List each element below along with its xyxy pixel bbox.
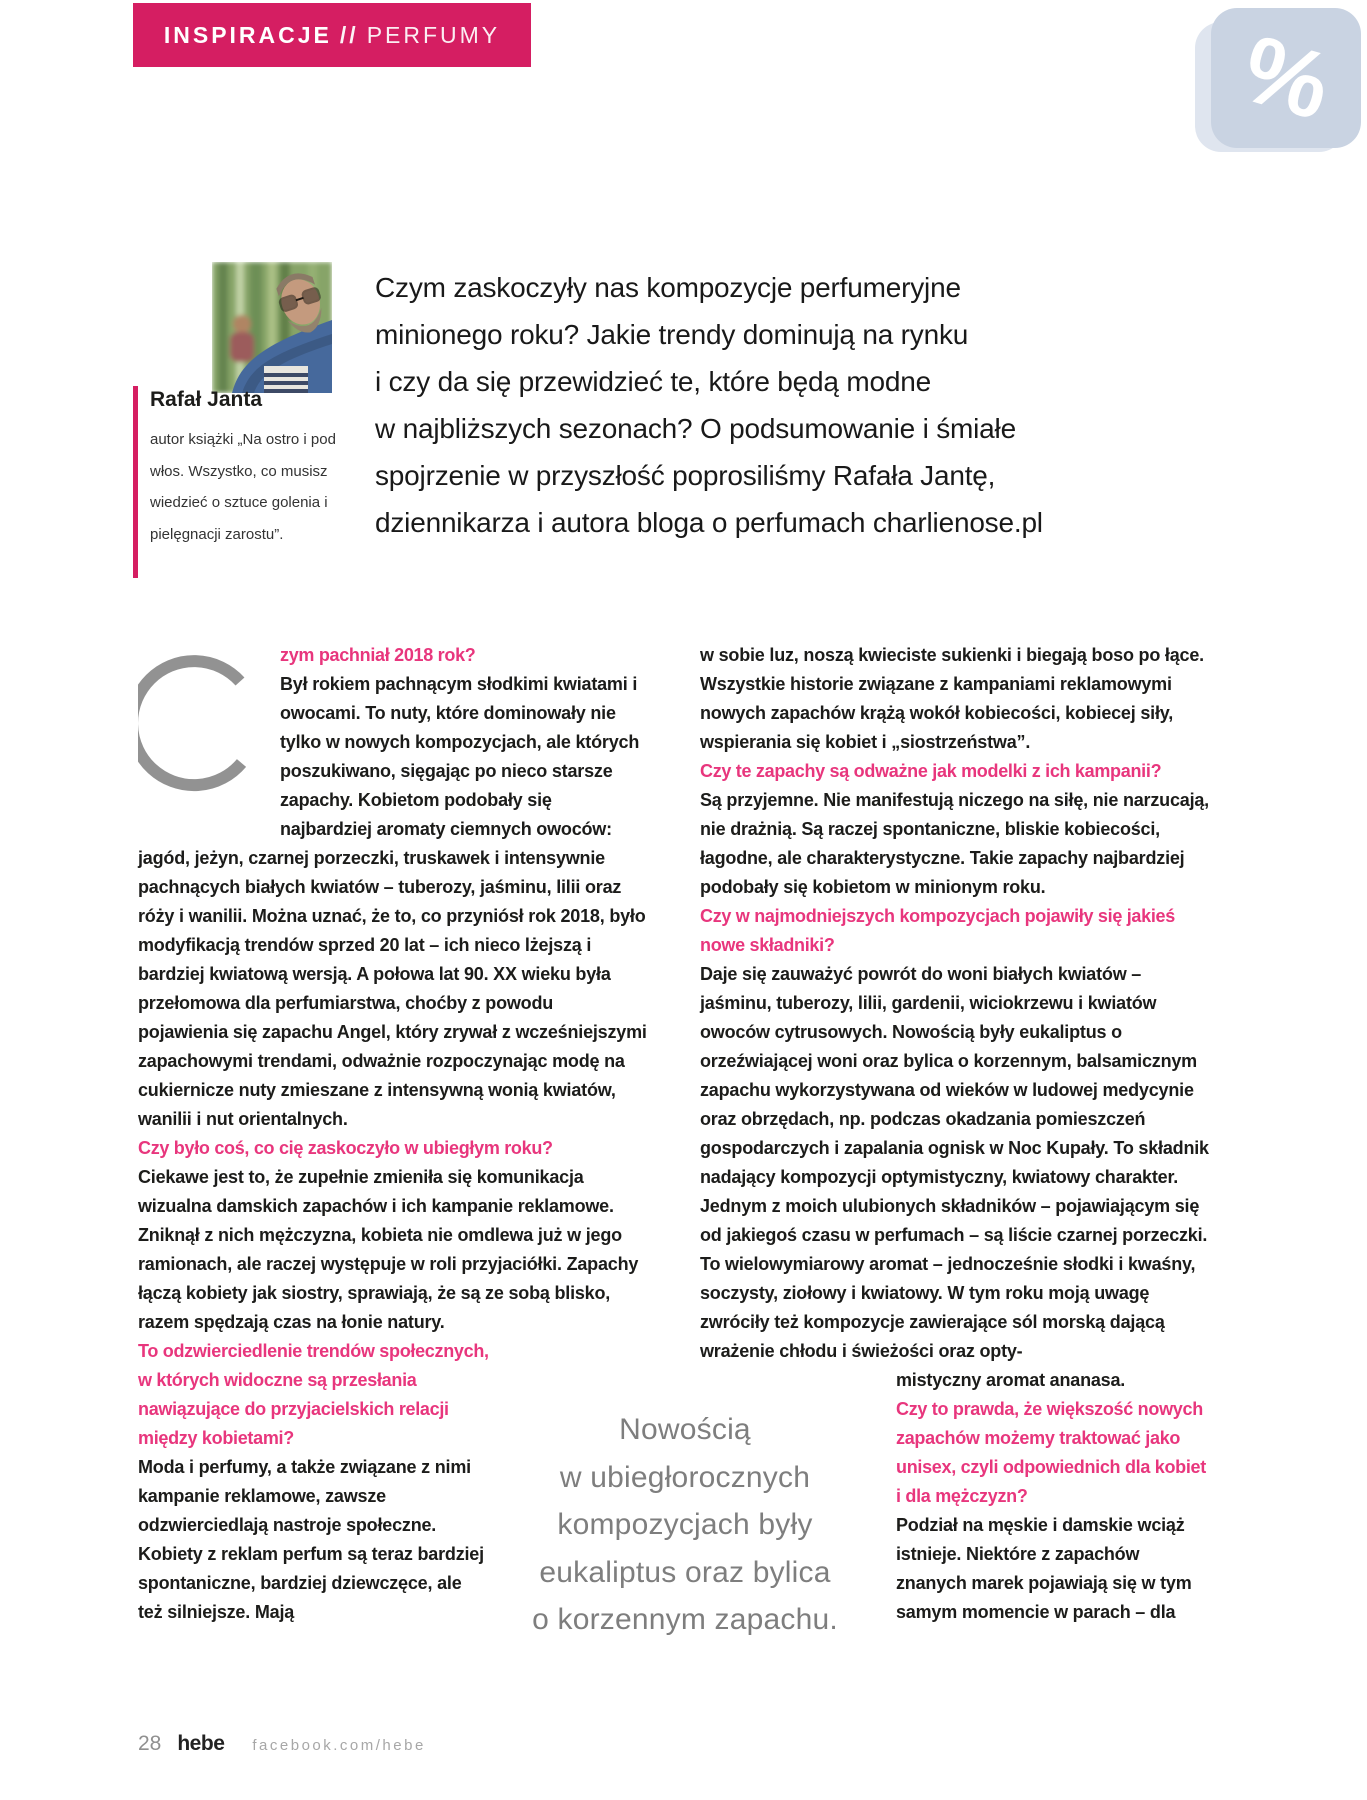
intro-line: Czym zaskoczyły nas kompozycje perfumeryjne xyxy=(375,272,961,303)
answer-paragraph: Moda i perfumy, a także związane z nimi kampanie reklamowe, zawsze odzwierciedlają nastroje społeczne. Kobiety z reklam perfum są teraz bardziej spontaniczne, bardziej dziewczęce, ale też silniejsze. Mają xyxy=(138,1457,484,1622)
intro-line: dziennikarza i autora bloga o perfumach charlienose.pl xyxy=(375,507,1043,538)
banner-separator: // xyxy=(339,21,359,48)
page-footer xyxy=(138,1732,426,1756)
pull-quote-line: eukaliptus oraz bylica xyxy=(539,1555,831,1589)
question-heading: Czy w najmodniejszych kompozycjach pojawiły się jakieś nowe składniki? xyxy=(700,906,1175,955)
question-heading: Czy te zapachy są odważne jak modelki z ich kampanii? xyxy=(700,761,1162,781)
author-bio: autor książki „Na ostro i pod włos. Wszystko, co musisz wiedzieć o sztuce golenia i pielęgnacji zarostu”. xyxy=(150,431,336,543)
intro-line: i czy da się przewidzieć te, które będą modne xyxy=(375,366,931,397)
author-name: Rafał Janta xyxy=(150,388,263,411)
author-accent-rule xyxy=(133,386,138,578)
section-banner xyxy=(133,3,531,67)
author-photo xyxy=(212,262,332,393)
question-heading: To odzwierciedlenie trendów społecznych, w których widoczne są przesłania nawiązujące do przyjacielskich relacji między kobietami? xyxy=(138,1341,489,1448)
percent-tag-front-layer xyxy=(1211,8,1361,148)
answer-paragraph: Daje się zauważyć powrót do woni białych kwiatów – jaśminu, tuberozy, lilii, gardenii, wiciokrzewu i kwiatów owoców cytrusowych. Nowością były eukaliptus o orzeźwiającej woni oraz bylica o korzennym, balsamicznym zapachu wykorzystywana od wieków w ludowej medycynie oraz obrzędach, np. podczas okadzania pomieszczeń gospodarczych i zapalania ognisk w Noc Kupały. To składnik nadający kompozycji optymistyczny, kwiatowy charakter. Jednym z moich ulubionych składników – pojawiającym się od jakiegoś czasu w perfumach – są liście czarnej porzeczki. To wielowymiarowy aromat – jednocześnie słodki i kwaśny, soczysty, ziołowy i kwiatowy. W tym roku moją uwagę zwróciły też kompozycje zawierające sól morską dającą wrażenie chłodu i świeżości oraz opty- xyxy=(700,964,1209,1361)
banner-section-label: INSPIRACJE xyxy=(163,21,332,48)
percent-tag-icon xyxy=(1195,8,1363,154)
banner-topic-label: PERFUMY xyxy=(366,21,501,48)
pull-quote-line: kompozycjach były xyxy=(557,1508,813,1541)
answer-paragraph: w sobie luz, noszą kwieciste sukienki i biegają boso po łące. Wszystkie historie związane z kampaniami reklamowymi nowych zapachów krążą wokół kobiecości, kobiecej siły, wspierania się kobiet i „siostrzeństwa”. xyxy=(700,645,1204,752)
hebe-logo: hebe xyxy=(177,1732,225,1755)
facebook-url: facebook.com/hebe xyxy=(252,1737,426,1754)
pull-quote-line: w ubiegłorocznych xyxy=(559,1460,811,1494)
pull-quote-line: Nowością xyxy=(619,1413,751,1446)
intro-line: minionego roku? Jakie trendy dominują na rynku xyxy=(375,319,969,350)
answer-paragraph: Są przyjemne. Nie manifestują niczego na siłę, nie narzucają, nie drażnią. Są raczej spontaniczne, bliskie kobiecości, łagodne, ale charakterystyczne. Takie zapachy najbardziej podobały się kobietom w minionym roku. xyxy=(700,790,1209,897)
question-heading: zym pachniał 2018 rok? xyxy=(280,645,476,665)
answer-paragraph: Był rokiem pachnącym słodkimi kwiatami i owocami. To nuty, które dominowały nie tylko w nowych kompozycjach, ale których poszukiwano, sięgając po nieco starsze zapachy. Kobietom podobały się najbardziej aromaty ciemnych owoców: jagód, jeżyn, czarnej porzeczki, truskawek i intensywnie pachnących białych kwiatów – tuberozy, jaśminu, lilii oraz róży i wanilii. Można uznać, że to, co przyniósł rok 2018, było modyfikacją trendów sprzed 20 lat – ich nieco lżejszą i bardziej kwiatową wersją. A połowa lat 90. XX wieku była przełomowa dla perfumiarstwa, choćby z powodu pojawienia się zapachu Angel, który zrywał z wcześniejszymi zapachowymi trendami, odważnie rozpoczynając modę na cukiernicze nuty zmieszane z intensywną wonią kwiatów, wanilii i nut orientalnych. xyxy=(138,674,647,1129)
page-number: 28 xyxy=(138,1732,162,1755)
dropcap-c-icon xyxy=(138,641,280,817)
article-column-right-narrow xyxy=(896,1366,1212,1627)
dropcap-c-glyph xyxy=(138,645,256,801)
pull-quote-line: o korzennym zapachu. xyxy=(532,1603,838,1636)
percent-symbol: % xyxy=(1230,14,1342,141)
question-heading: Czy to prawda, że większość nowych zapachów możemy traktować jako unisex, czyli odpowiednich dla kobiet i dla mężczyzn? xyxy=(896,1399,1206,1506)
intro-lead xyxy=(375,264,1043,546)
answer-paragraph: Podział na męskie i damskie wciąż istnieje. Niektóre z zapachów znanych marek pojawiają się w tym samym momencie w parach – dla xyxy=(896,1515,1192,1622)
answer-paragraph: Ciekawe jest to, że zupełnie zmieniła się komunikacja wizualna damskich zapachów i ich kampanie reklamowe. Zniknął z nich mężczyzna, kobieta nie omdlewa już w jego ramionach, ale raczej występuje w roli przyjaciółki. Zapachy łączą kobiety jak siostry, sprawiają, że są ze sobą blisko, razem spędzają czas na łonie natury. xyxy=(138,1167,639,1332)
answer-paragraph-continuation: mistyczny aromat ananasa. xyxy=(896,1370,1126,1390)
question-heading: Czy było coś, co cię zaskoczyło w ubiegłym roku? xyxy=(138,1138,553,1158)
pull-quote xyxy=(465,1406,905,1644)
intro-line: w najbliższych sezonach? O podsumowanie i śmiałe xyxy=(375,413,1016,444)
intro-line: spojrzenie w przyszłość poprosiliśmy Rafała Jantę, xyxy=(375,460,996,491)
